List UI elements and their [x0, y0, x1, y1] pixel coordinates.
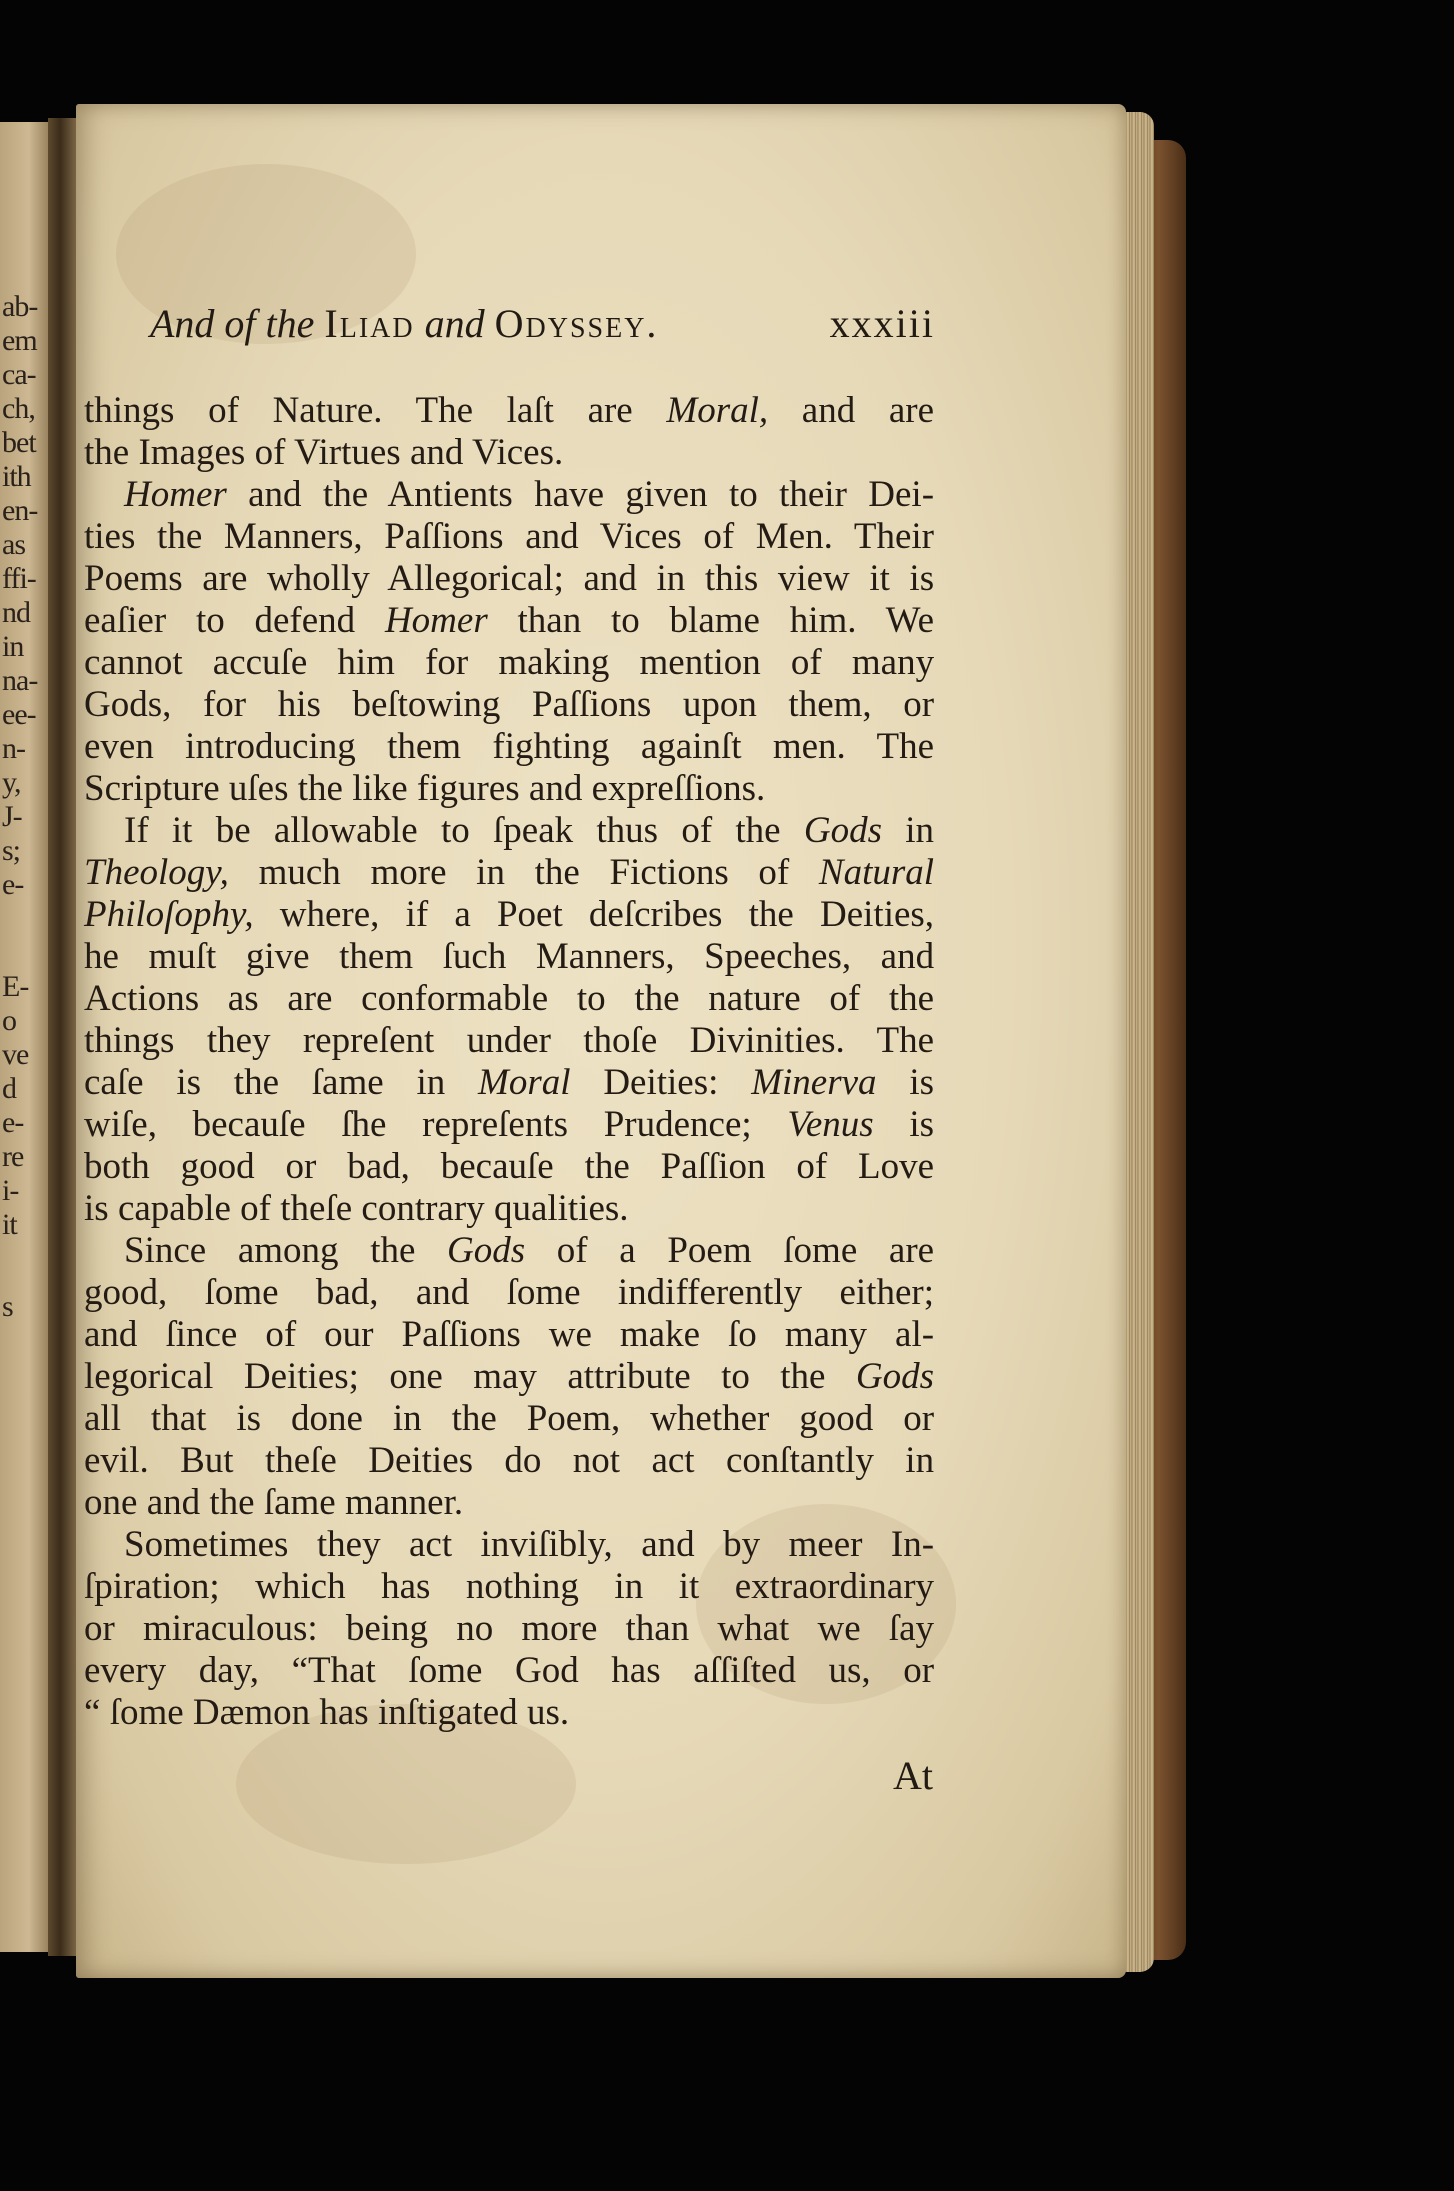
running-head-part3: and [424, 301, 485, 346]
facing-page-fragment: e- [2, 1106, 24, 1139]
text-line: Philoſophy, where, if a Poet deſcribes the Deities, [84, 894, 935, 935]
text-line: one and the ſame manner. [84, 1482, 464, 1523]
facing-page-fragment: ith [2, 460, 31, 493]
text-line: Poems are wholly Allegorical; and in this view it is [84, 558, 935, 599]
catchword: At [893, 1753, 933, 1798]
facing-page-fragment: en- [2, 494, 38, 527]
facing-page-fragment: nd [2, 596, 30, 629]
text-line: If it be allowable to ſpeak thus of the Gods in [124, 810, 935, 851]
text-line: Homer and the Antients have given to their Dei- [124, 474, 935, 515]
text-line: Theology, much more in the Fictions of Natural [84, 852, 935, 893]
running-head-part1: And of the [150, 301, 315, 346]
text-line: and ſince of our Paſſions we make ſo many al- [84, 1314, 935, 1355]
facing-page-fragment: re [2, 1140, 24, 1173]
facing-page-fragment: n- [2, 732, 25, 765]
text-line: legorical Deities; one may attribute to the Gods [84, 1356, 935, 1397]
facing-page-fragment: ee- [2, 698, 36, 731]
facing-page-fragment: J- [2, 800, 22, 833]
text-line: caſe is the ſame in Moral Deities: Minerva is [84, 1062, 935, 1103]
text-line: even introducing them fighting againſt men. The [84, 726, 934, 767]
text-line: all that is done in the Poem, whether good or [84, 1398, 935, 1439]
text-line: is capable of theſe contrary qualities. [84, 1188, 629, 1229]
facing-page-fragment: d [2, 1072, 16, 1105]
page-number: xxxiii [829, 301, 935, 346]
text-line: ties the Manners, Paſſions and Vices of Men. Their [84, 516, 934, 557]
facing-page-fragment: bet [2, 426, 36, 459]
text-line: or miraculous: being no more than what we ſay [84, 1608, 934, 1649]
running-head [150, 300, 935, 352]
facing-page-fragment: it [2, 1208, 17, 1241]
facing-page-fragment: i- [2, 1174, 19, 1207]
facing-page-fragment: in [2, 630, 24, 663]
text-line: Scripture uſes the like figures and expreſſions. [84, 768, 766, 809]
facing-page-fragment: as [2, 528, 25, 561]
facing-page-fragment: ffi- [2, 562, 36, 595]
text-line: Since among the Gods of a Poem ſome are [124, 1230, 935, 1271]
text-line: Actions as are conformable to the nature of the [84, 978, 935, 1019]
text-line: things they repreſent under thoſe Divinities. The [84, 1020, 935, 1061]
facing-page-text-fragments [0, 290, 52, 1830]
text-line: eaſier to defend Homer than to blame him. We [84, 600, 935, 641]
text-line: the Images of Virtues and Vices. [84, 432, 564, 473]
facing-page-fragment: o [2, 1004, 16, 1037]
text-line: “ ſome Dæmon has inſtigated us. [84, 1692, 570, 1733]
facing-page-fragment: ab- [2, 290, 38, 323]
facing-page-fragment: s [2, 1290, 13, 1323]
text-line: cannot accuſe him for making mention of many [84, 642, 935, 683]
facing-page-fragment: e- [2, 868, 24, 901]
text-line: every day, “That ſome God has aſſiſted us, or [84, 1650, 935, 1691]
text-line: wiſe, becauſe ſhe repreſents Prudence; Venus is [84, 1104, 935, 1145]
facing-page-fragment: em [2, 324, 37, 357]
facing-page-fragment: na- [2, 664, 38, 697]
text-line: both good or bad, becauſe the Paſſion of Love [84, 1146, 935, 1187]
text-line: ſpiration; which has nothing in it extraordinary [84, 1566, 935, 1607]
text-line: things of Nature. The laſt are Moral, and are [84, 390, 935, 431]
running-head-part4: Odyssey. [494, 301, 659, 346]
facing-page-fragment: y, [2, 766, 21, 799]
text-line: Gods, for his beſtowing Paſſions upon them, or [84, 684, 935, 725]
facing-page-fragment: ca- [2, 358, 36, 391]
facing-page-fragment: ve [2, 1038, 29, 1071]
facing-page-fragment: ch, [2, 392, 35, 425]
running-head-title [150, 300, 658, 347]
text-line: he muſt give them ſuch Manners, Speeches, and [84, 936, 935, 977]
running-head-part2: Iliad [324, 301, 415, 346]
facing-page-fragment: s; [2, 834, 21, 867]
text-line: Sometimes they act inviſibly, and by meer In- [124, 1524, 935, 1565]
text-line: evil. But theſe Deities do not act conſtantly in [84, 1440, 935, 1481]
facing-page-fragment: E- [2, 970, 29, 1003]
text-line: good, ſome bad, and ſome indifferently either; [84, 1272, 934, 1313]
